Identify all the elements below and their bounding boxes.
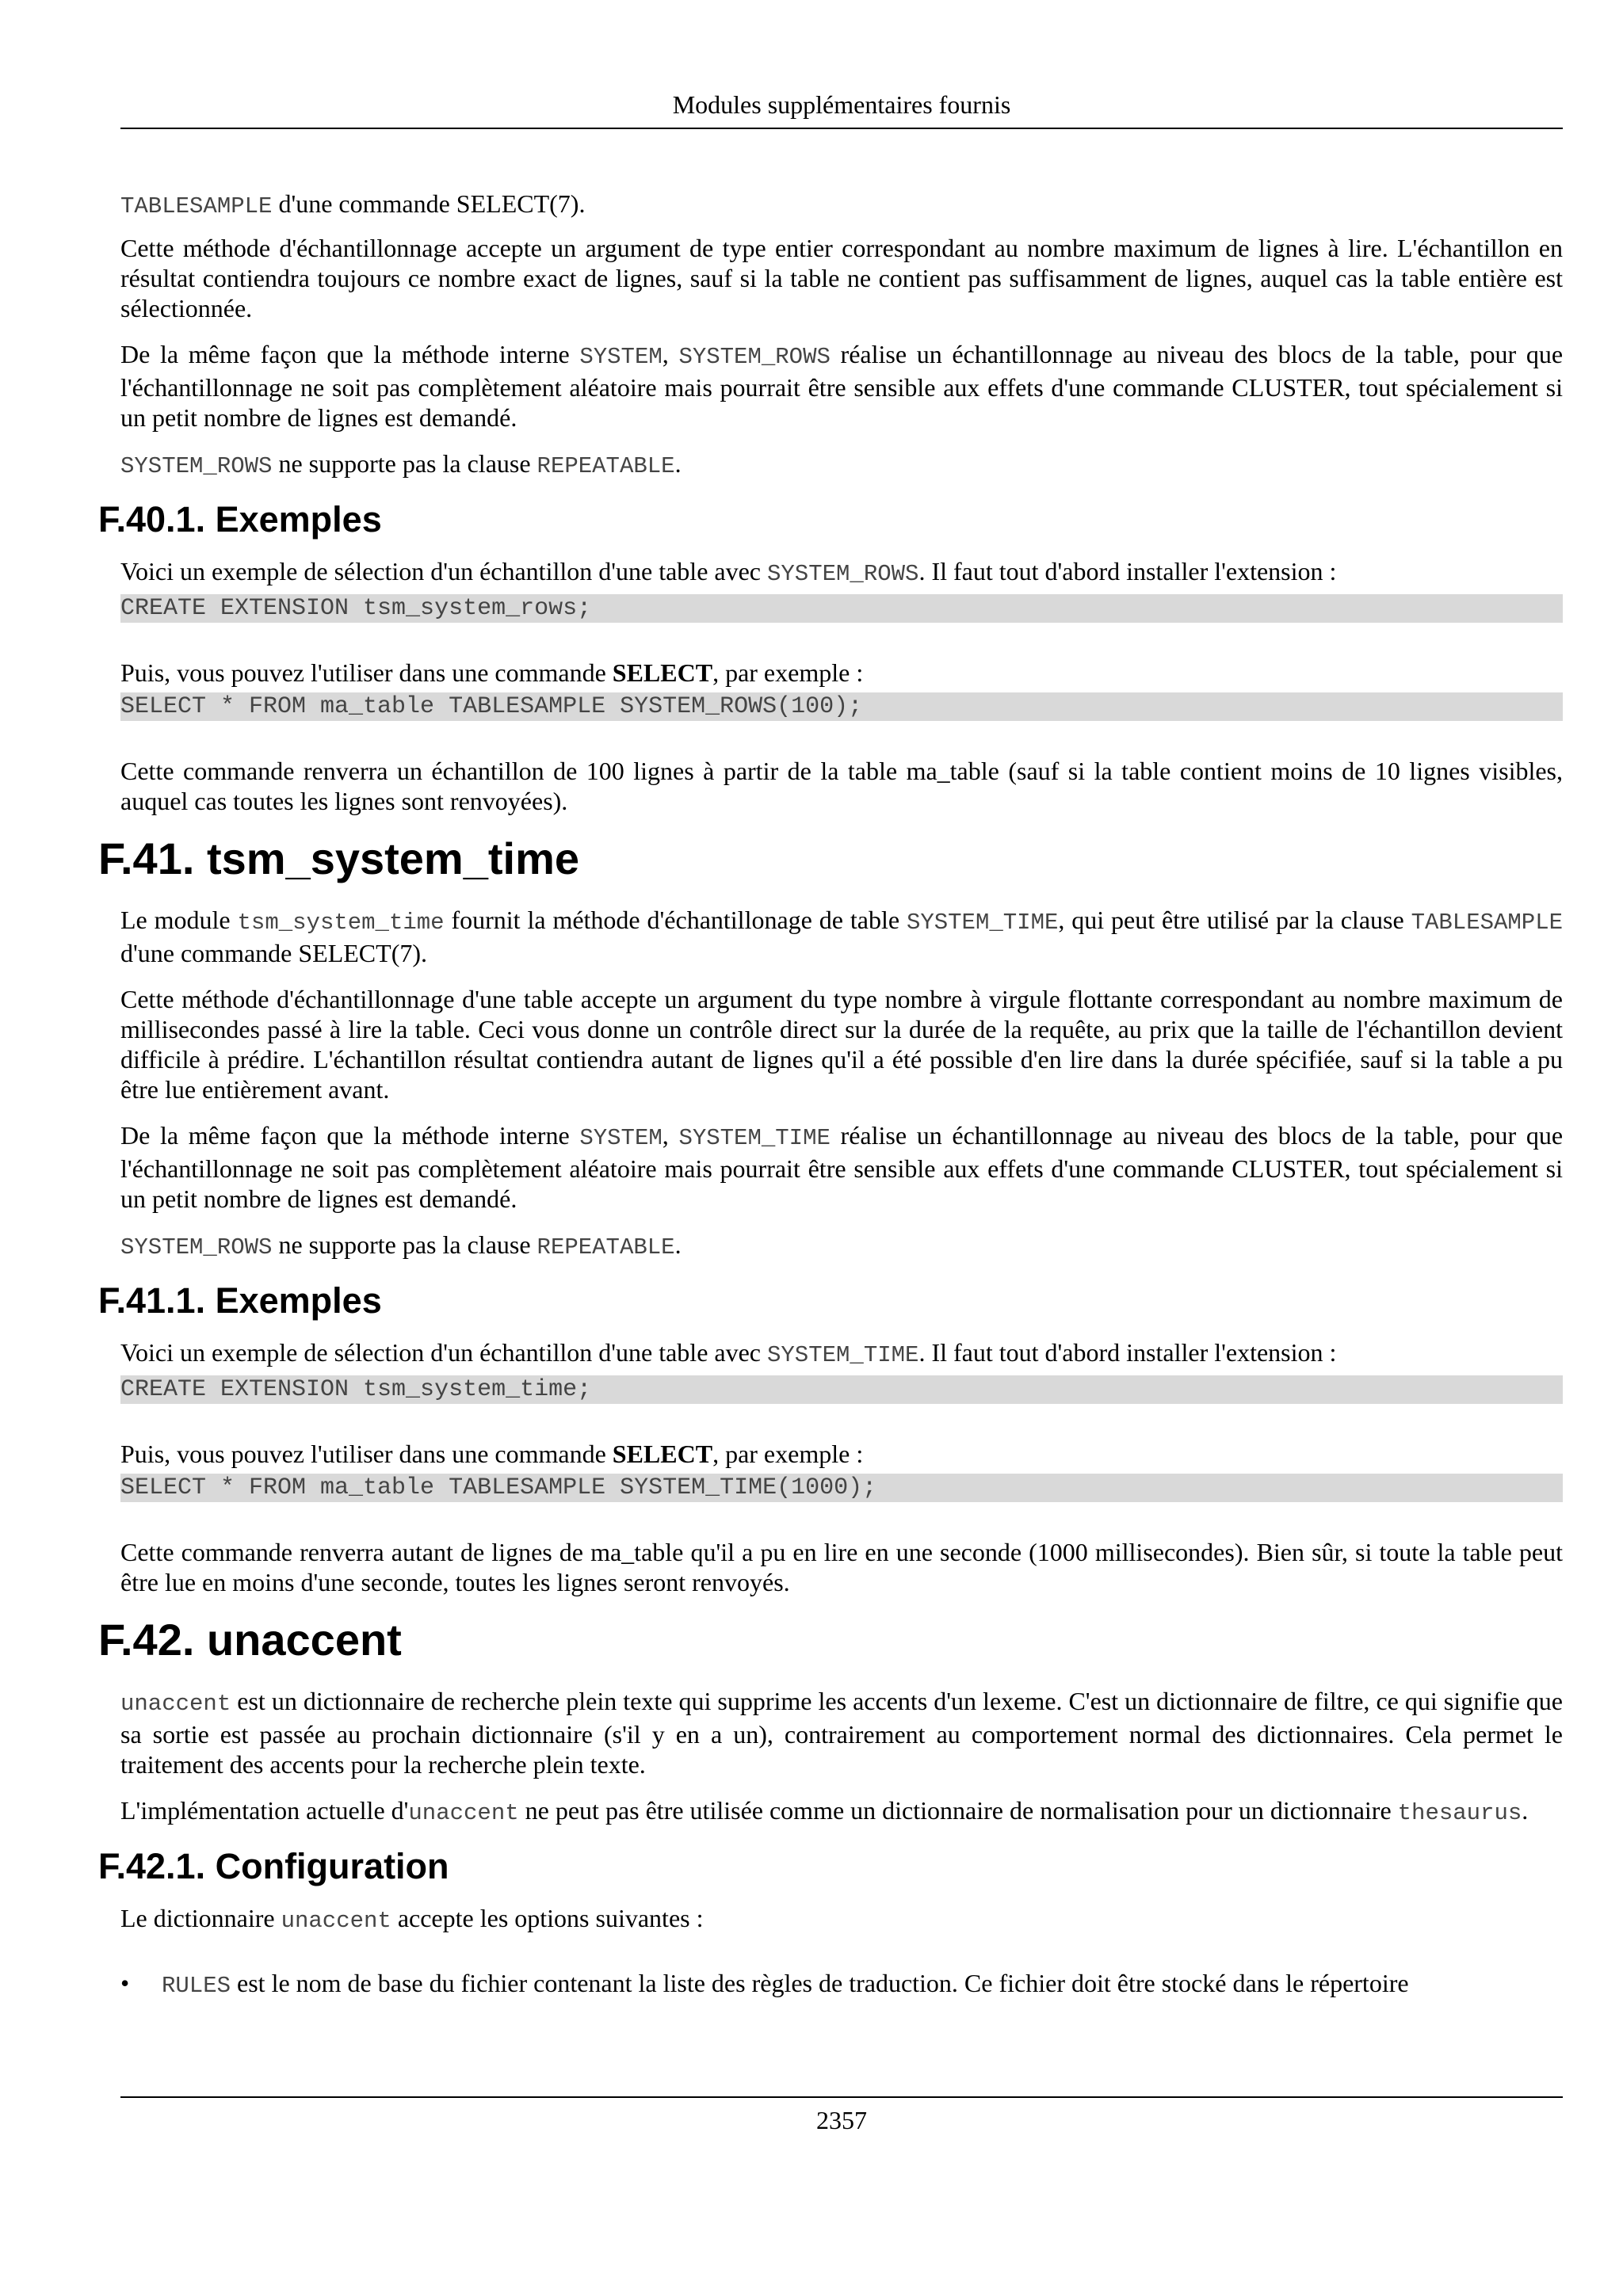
section-heading: F.41.1. Exemples <box>98 1280 382 1321</box>
inline-code: unaccent <box>120 1691 231 1717</box>
paragraph <box>120 1120 1563 1214</box>
paragraph-text: De la même façon que la méthode interne <box>120 1121 580 1150</box>
inline-code: RULES <box>162 1973 231 1999</box>
paragraph-text: L'implémentation actuelle d' <box>120 1796 409 1825</box>
paragraph-text: . Il faut tout d'abord installer l'extension : <box>918 1338 1337 1367</box>
paragraph <box>120 905 1563 968</box>
inline-code: unaccent <box>281 1908 391 1934</box>
inline-code: REPEATABLE <box>537 453 675 479</box>
chapter-heading: F.42. unaccent <box>98 1615 402 1665</box>
paragraph-text: . Il faut tout d'abord installer l'extension : <box>918 557 1337 585</box>
paragraph-text: d'une commande SELECT(7). <box>120 939 427 967</box>
inline-code: SYSTEM_ROWS <box>120 1234 273 1261</box>
paragraph <box>120 1686 1563 1779</box>
inline-code: TABLESAMPLE <box>1411 910 1564 936</box>
inline-code: SYSTEM <box>579 1125 663 1151</box>
paragraph <box>120 1903 1563 1936</box>
paragraph-text: . <box>674 449 682 478</box>
inline-code: SYSTEM <box>579 344 663 370</box>
code-block: SELECT * FROM ma_table TABLESAMPLE SYSTEM_ROWS(100); <box>120 692 1563 721</box>
paragraph: Cette méthode d'échantillonnage accepte un argument de type entier correspondant au nombre maximum de lignes à lire. L'échantillon en résultat contiendra toujours ce nombre exact de lignes, sauf si la table ne contient pas suffisamment de lignes, auquel cas la table entière est sélectionnée. <box>120 234 1563 322</box>
paragraph-text: ne peut pas être utilisée comme un dictionnaire de normalisation pour un dictionnaire <box>518 1796 1398 1825</box>
inline-code: SYSTEM_ROWS <box>767 561 919 587</box>
paragraph-text: Puis, vous pouvez l'utiliser dans une commande <box>120 658 613 687</box>
paragraph-text: , par exemple : <box>712 658 864 687</box>
inline-code: SYSTEM_TIME <box>767 1342 919 1368</box>
inline-code: SYSTEM_ROWS <box>678 344 831 370</box>
code-block: CREATE EXTENSION tsm_system_time; <box>120 1375 1563 1404</box>
paragraph <box>120 189 1563 222</box>
paragraph-text: Le module <box>120 906 238 934</box>
bullet-icon: • <box>120 1969 130 1997</box>
paragraph-text: , qui peut être utilisé par la clause <box>1058 906 1411 934</box>
inline-code: unaccent <box>408 1800 519 1826</box>
inline-code: tsm_system_time <box>237 910 445 936</box>
paragraph-text: accepte les options suivantes : <box>391 1904 704 1932</box>
paragraph-text: Le dictionnaire <box>120 1904 281 1932</box>
paragraph <box>120 658 1563 688</box>
paragraph: Cette méthode d'échantillonnage d'une table accepte un argument du type nombre à virgule flottante correspondant au nombre maximum de millisecondes passé à lire la table. Ceci vous donne un contrôle direct sur la durée de la requête, au prix que la taille de l'échantillon devient difficile à prédire. L'échantillon résultat contiendra autant de lignes qu'il a été possible d'en lire dans la durée spécifiée, sauf si la table a pu être lue entièrement avant. <box>120 985 1563 1104</box>
inline-code: SYSTEM_ROWS <box>120 453 273 479</box>
header-rule <box>120 128 1563 129</box>
paragraph-text: réalise un échantillonnage au niveau des blocs de la table, pour que l'échantillonnage ne soit pas complètement aléatoire mais pourrait être sensible aux effets d'une commande CLUSTER, tout spécialement si un petit nombre de lignes est demandé. <box>120 1121 1564 1213</box>
section-heading: F.42.1. Configuration <box>98 1846 449 1886</box>
list-item <box>120 1968 1563 2001</box>
paragraph-text: réalise un échantillonnage au niveau des blocs de la table, pour que l'échantillonnage ne soit pas complètement aléatoire mais pourrait être sensible aux effets d'une commande CLUSTER, tout spécialement si un petit nombre de lignes est demandé. <box>120 340 1564 432</box>
bold-text: SELECT <box>612 658 713 687</box>
paragraph-text: d'une commande SELECT(7). <box>272 189 586 218</box>
inline-code: SYSTEM_TIME <box>906 910 1059 936</box>
paragraph <box>120 339 1563 433</box>
paragraph: Cette commande renverra un échantillon de 100 lignes à partir de la table ma_table (sauf si la table contient moins de 10 lignes visibles, auquel cas toutes les lignes sont renvoyées). <box>120 757 1563 815</box>
paragraph <box>120 1230 1563 1263</box>
inline-code: thesaurus <box>1397 1800 1522 1826</box>
paragraph-text: Voici un exemple de sélection d'un échantillon d'une table avec <box>120 1338 767 1367</box>
code-block: SELECT * FROM ma_table TABLESAMPLE SYSTEM_TIME(1000); <box>120 1474 1563 1502</box>
inline-code: TABLESAMPLE <box>120 193 273 219</box>
paragraph-text: ne supporte pas la clause <box>272 1230 537 1259</box>
page-content <box>98 189 1564 2017</box>
paragraph <box>120 1795 1563 1829</box>
paragraph <box>120 1439 1563 1469</box>
paragraph-text: fournit la méthode d'échantillonage de table <box>444 906 907 934</box>
paragraph <box>120 556 1563 589</box>
paragraph-text: est un dictionnaire de recherche plein texte qui supprime les accents d'un lexeme. C'est un dictionnaire de filtre, ce qui signifie que sa sortie est passée au prochain dictionnaire (s'il y en a un), contrairement au comportement normal des dictionnaires. Cela permet le traitement des accents pour la recherche plein texte. <box>120 1687 1563 1779</box>
paragraph-text: ne supporte pas la clause <box>272 449 537 478</box>
paragraph-text: . <box>674 1230 682 1259</box>
inline-code: SYSTEM_TIME <box>678 1125 831 1151</box>
section-heading: F.40.1. Exemples <box>98 499 382 540</box>
code-block: CREATE EXTENSION tsm_system_rows; <box>120 594 1563 623</box>
inline-code: REPEATABLE <box>537 1234 675 1261</box>
paragraph-text: . <box>1522 1796 1529 1825</box>
running-header: Modules supplémentaires fournis <box>672 90 1011 119</box>
paragraph-text: , par exemple : <box>712 1440 864 1468</box>
paragraph-text: Puis, vous pouvez l'utiliser dans une commande <box>120 1440 613 1468</box>
paragraph-text: , <box>662 1121 679 1150</box>
paragraph <box>120 448 1563 482</box>
paragraph-text: Voici un exemple de sélection d'un échantillon d'une table avec <box>120 557 767 585</box>
page-number: 2357 <box>816 2106 867 2134</box>
paragraph <box>120 1337 1563 1371</box>
paragraph-text: De la même façon que la méthode interne <box>120 340 580 368</box>
paragraph-text: est le nom de base du fichier contenant la liste des règles de traduction. Ce fichier doit être stocké dans le répertoire <box>231 1969 1409 1997</box>
footer-rule <box>120 2096 1563 2098</box>
chapter-heading: F.41. tsm_system_time <box>98 833 580 883</box>
paragraph: Cette commande renverra autant de lignes de ma_table qu'il a pu en lire en une seconde (1000 millisecondes). Bien sûr, si toute la table peut être lue en moins d'une seconde, toutes les lignes seront renvoyés. <box>120 1538 1563 1596</box>
paragraph-text: , <box>662 340 679 368</box>
bold-text: SELECT <box>612 1440 713 1468</box>
